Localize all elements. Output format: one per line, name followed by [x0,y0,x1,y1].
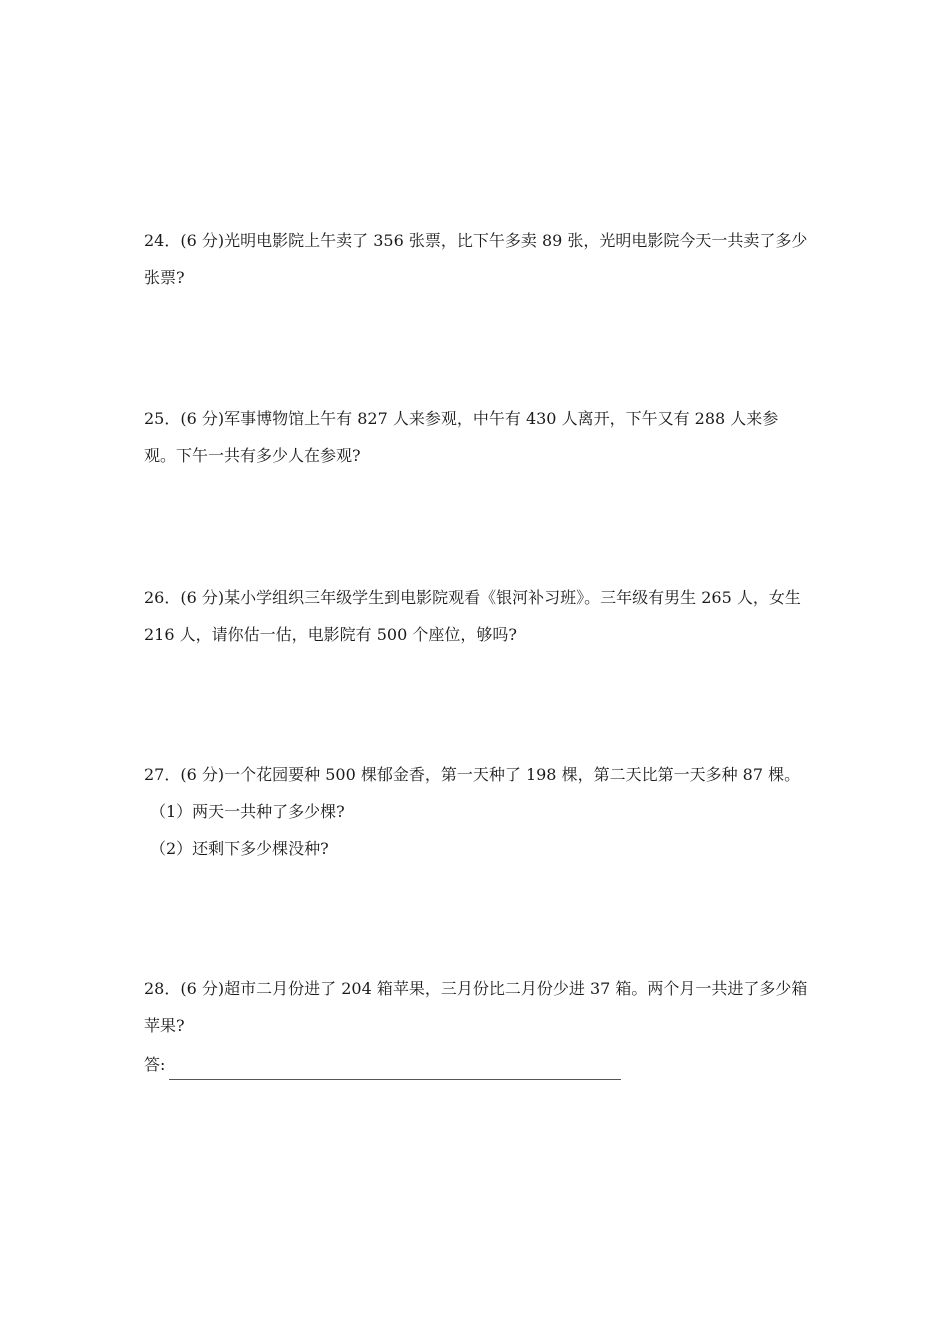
question-text: 超市二月份进了 204 箱苹果，三月份比二月份少进 37 箱。两个月一共进了多少箱苹果? [144,979,808,1035]
sub-question-2: （2）还剩下多少棵没种? [150,839,329,858]
question-27 [144,756,808,793]
question-28 [144,970,808,1044]
question-number: 25． [144,409,181,428]
question-text: 一个花园要种 500 棵郁金香，第一天种了 198 棵，第二天比第一天多种 87 棵。 [224,765,801,784]
question-score: (6 分) [180,588,225,607]
question-text: 某小学组织三年级学生到电影院观看《银河补习班》。三年级有男生 265 人，女生 216 人，请你估一估，电影院有 500 个座位，够吗? [144,588,801,644]
question-text: 光明电影院上午卖了 356 张票，比下午多卖 89 张，光明电影院今天一共卖了多少张票? [144,231,808,287]
question-score: (6 分) [180,231,225,250]
answer-blank[interactable] [169,1057,621,1080]
question-score: (6 分) [180,409,225,428]
question-text: 军事博物馆上午有 827 人来参观，中午有 430 人离开，下午又有 288 人来参观。下午一共有多少人在参观? [144,409,779,465]
question-number: 28． [144,979,181,998]
question-score: (6 分) [180,765,225,784]
question-score: (6 分) [180,979,225,998]
question-25 [144,400,808,474]
answer-line [144,1050,621,1080]
question-26 [144,579,808,653]
question-number: 24． [144,231,181,250]
question-number: 27． [144,765,181,784]
question-24 [144,222,808,296]
question-number: 26． [144,588,181,607]
answer-label: 答: [144,1055,166,1074]
sub-question-1: （1）两天一共种了多少棵? [150,802,345,821]
